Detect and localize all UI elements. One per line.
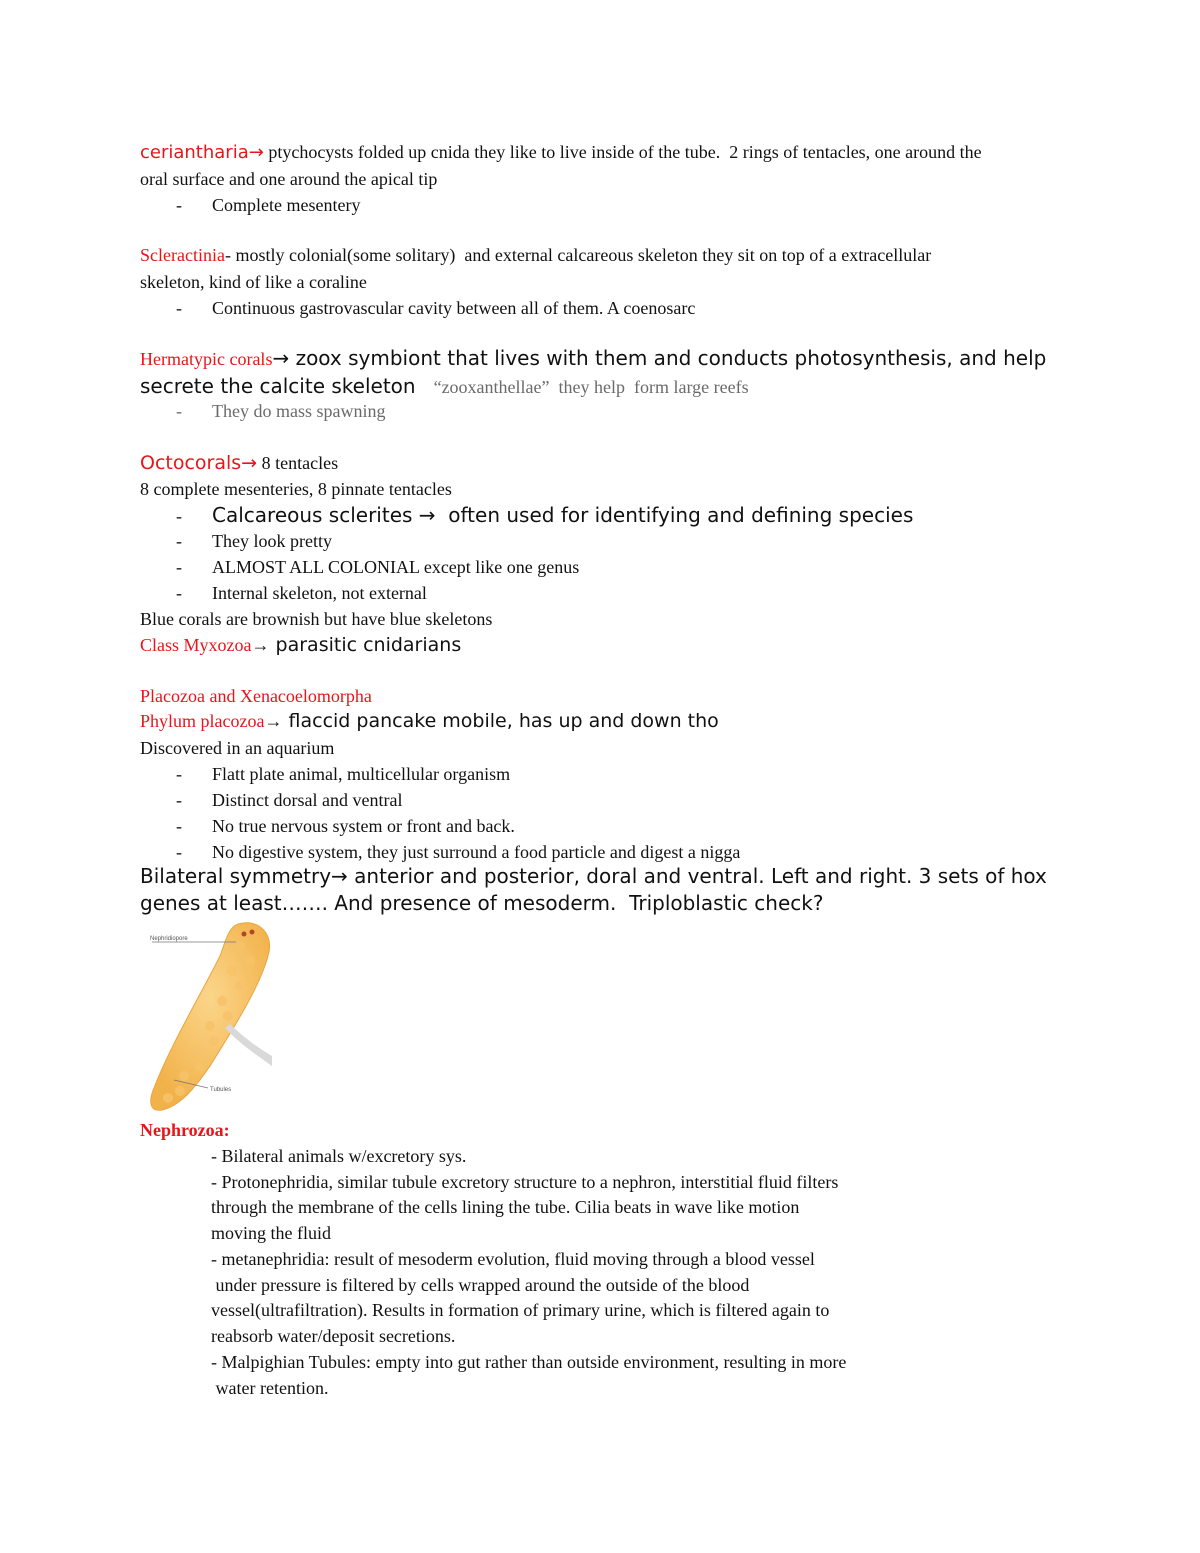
bilateral-line-1: Bilateral symmetry→ anterior and posterior, doral and ventral. Left and right. 3 sets of hox: [140, 864, 1047, 888]
hermatypic-term: Hermatypic corals: [140, 349, 273, 369]
bilateral-line-2: genes at least……. And presence of mesoderm. Triploblastic check?: [140, 891, 824, 915]
nephrozoa-line: under pressure is filtered by cells wrapped around the outside of the blood: [211, 1275, 750, 1295]
ceriantharia-term: ceriantharia→: [140, 142, 264, 163]
octocorals-bullet-internal: - Internal skeleton, not external: [176, 583, 427, 603]
octocorals-text-2: 8 complete mesenteries, 8 pinnate tentacles: [140, 479, 452, 499]
ceriantharia-bullet: - Complete mesentery: [176, 195, 361, 215]
placozoa-term: Phylum placozoa: [140, 711, 265, 731]
octocorals-term: Octocorals→: [140, 452, 258, 474]
placozoa-text: flaccid pancake mobile, has up and down tho: [282, 710, 719, 732]
octocorals-bullet-colonial: - ALMOST ALL COLONIAL except like one genus: [176, 557, 580, 577]
flatworm-illustration: [140, 916, 280, 1114]
scleractinia-text-1: - mostly colonial(some solitary) and external calcareous skeleton they sit on top of a extracellular: [224, 245, 932, 265]
list-item: - Flatt plate animal, multicellular organism: [176, 764, 511, 784]
placozoa-line: Phylum placozoa→ flaccid pancake mobile, has up and down tho: [140, 710, 719, 732]
nephrozoa-heading: Nephrozoa:: [140, 1120, 230, 1140]
placozoa-discovered: Discovered in an aquarium: [140, 738, 335, 758]
nephrozoa-line: vessel(ultrafiltration). Results in formation of primary urine, which is filtered again to: [211, 1300, 830, 1320]
worm-body: [151, 923, 270, 1111]
worm-cutaway: [225, 1024, 272, 1066]
octocorals-bullet-sclerites: - Calcareous sclerites → often used for identifying and defining species: [176, 503, 914, 527]
octocorals-text-1: 8 tentacles: [257, 453, 339, 473]
myxozoa-term: Class Myxozoa: [140, 635, 252, 655]
nephrozoa-line: through the membrane of the cells lining the tube. Cilia beats in wave like motion: [211, 1197, 800, 1217]
nephrozoa-line: water retention.: [211, 1378, 329, 1398]
hermatypic-quote: “zooxanthellae” they help form large reefs: [433, 377, 749, 397]
myxozoa-text: parasitic cnidarians: [269, 634, 462, 656]
hermatypic-text-1: zoox symbiont that lives with them and conducts photosynthesis, and help: [289, 346, 1047, 370]
label-tubules: Tubules: [210, 1087, 232, 1093]
placozoa-heading: Placozoa and Xenacoelomorpha: [140, 686, 372, 706]
nephrozoa-line: moving the fluid: [211, 1223, 331, 1243]
hermatypic-line-1: Hermatypic corals→ zoox symbiont that lives with them and conducts photosynthesis, and help: [140, 346, 1047, 370]
nephrozoa-line: - Protonephridia, similar tubule excretory structure to a nephron, interstitial fluid filters: [211, 1172, 839, 1192]
list-item: - No digestive system, they just surround a food particle and digest a nigga: [176, 842, 741, 862]
ceriantharia-text-1: ptychocysts folded up cnida they like to live inside of the tube. 2 rings of tentacles, one around the: [263, 142, 982, 162]
myxozoa-line: Class Myxozoa→ parasitic cnidarians: [140, 634, 462, 656]
octocorals-bullet-pretty: - They look pretty: [176, 531, 332, 551]
list-item: - Distinct dorsal and ventral: [176, 790, 403, 810]
nephrozoa-line: - Bilateral animals w/excretory sys.: [211, 1146, 467, 1166]
list-item: - No true nervous system or front and back.: [176, 816, 515, 836]
nephrozoa-line: reabsorb water/deposit secretions.: [211, 1326, 456, 1346]
octocorals-line-1: [140, 452, 338, 474]
hermatypic-bullet: - They do mass spawning: [176, 401, 386, 421]
label-nephridiopore: Nephridiopore: [150, 936, 188, 942]
scleractinia-text-2: skeleton, kind of like a coraline: [140, 272, 367, 292]
nephrozoa-line: - metanephridia: result of mesoderm evolution, fluid moving through a blood vessel: [211, 1249, 815, 1269]
octocorals-blue-corals: Blue corals are brownish but have blue skeletons: [140, 609, 493, 629]
ceriantharia-text-2: oral surface and one around the apical tip: [140, 169, 438, 189]
scleractinia-term: Scleractinia: [140, 245, 225, 265]
ceriantharia-line-1: [140, 142, 982, 163]
scleractinia-line-1: [140, 245, 931, 266]
scleractinia-bullet: - Continuous gastrovascular cavity between all of them. A coenosarc: [176, 298, 696, 318]
hermatypic-line-2: secrete the calcite skeleton “zooxanthellae” they help form large reefs: [140, 374, 749, 398]
nephrozoa-line: - Malpighian Tubules: empty into gut rather than outside environment, resulting in more: [211, 1352, 847, 1372]
